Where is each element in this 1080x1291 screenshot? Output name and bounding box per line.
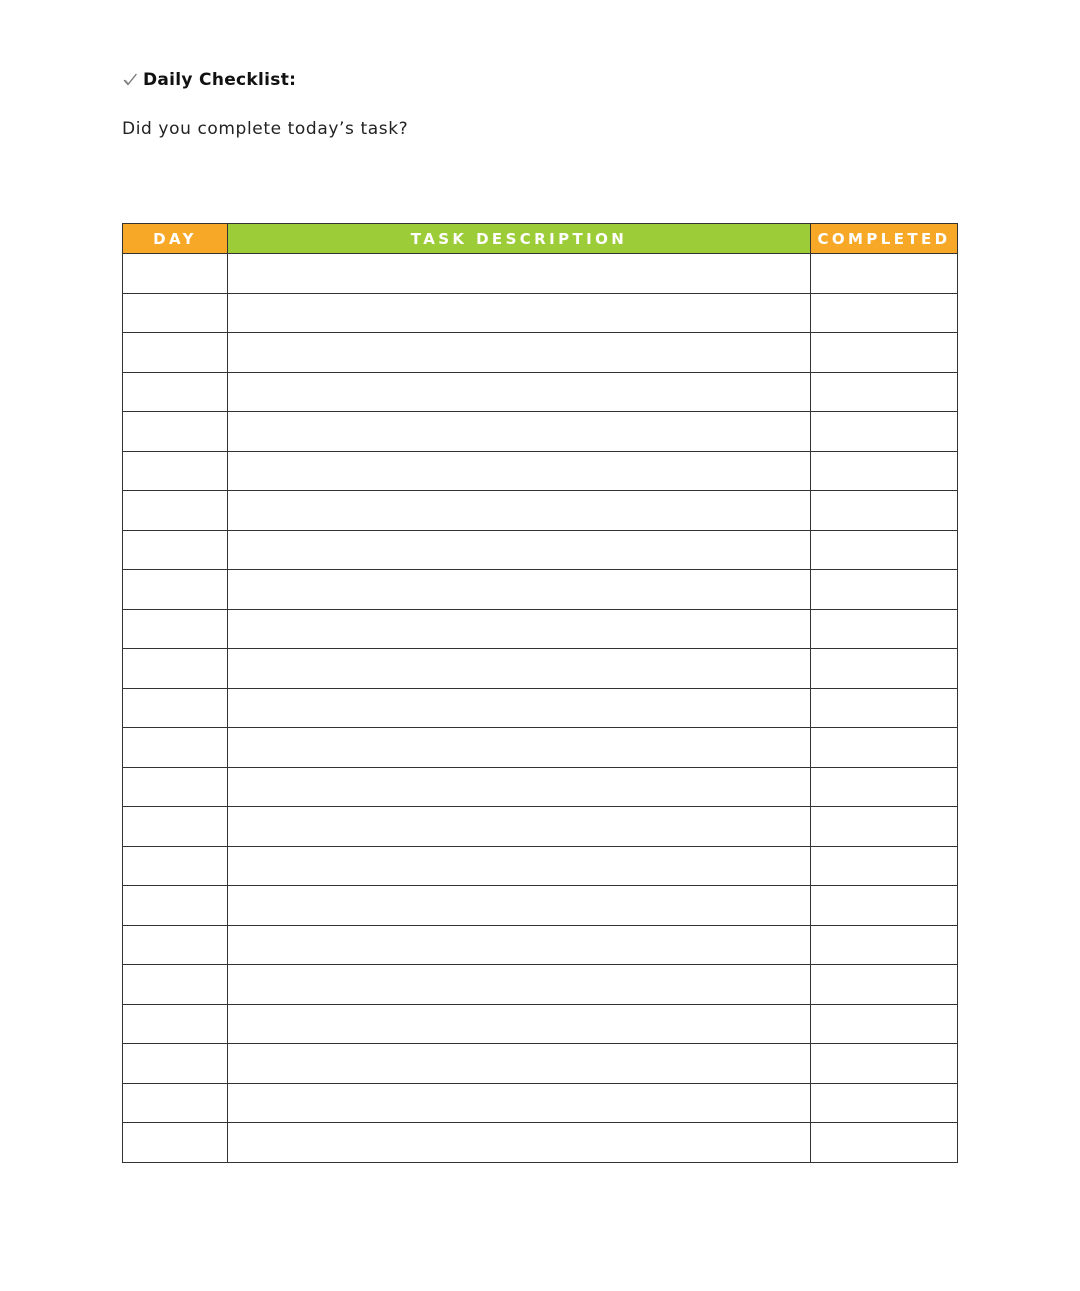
completed-cell[interactable] bbox=[811, 767, 958, 807]
task-description-cell[interactable] bbox=[228, 570, 811, 610]
table-row bbox=[123, 451, 958, 491]
table-row bbox=[123, 965, 958, 1005]
completed-cell[interactable] bbox=[811, 688, 958, 728]
table-row bbox=[123, 807, 958, 847]
table-row bbox=[123, 1123, 958, 1163]
day-cell[interactable] bbox=[123, 688, 228, 728]
table-row bbox=[123, 767, 958, 807]
day-cell[interactable] bbox=[123, 412, 228, 452]
completed-cell[interactable] bbox=[811, 846, 958, 886]
completed-cell[interactable] bbox=[811, 372, 958, 412]
table-row bbox=[123, 254, 958, 294]
day-cell[interactable] bbox=[123, 965, 228, 1005]
day-cell[interactable] bbox=[123, 491, 228, 531]
day-cell[interactable] bbox=[123, 846, 228, 886]
task-description-cell[interactable] bbox=[228, 412, 811, 452]
day-cell[interactable] bbox=[123, 925, 228, 965]
task-description-cell[interactable] bbox=[228, 688, 811, 728]
day-cell[interactable] bbox=[123, 1044, 228, 1084]
task-description-cell[interactable] bbox=[228, 530, 811, 570]
day-cell[interactable] bbox=[123, 609, 228, 649]
day-cell[interactable] bbox=[123, 1004, 228, 1044]
task-description-cell[interactable] bbox=[228, 846, 811, 886]
completed-cell[interactable] bbox=[811, 254, 958, 294]
table-row bbox=[123, 530, 958, 570]
table-row bbox=[123, 1083, 958, 1123]
column-header-task-description: TASK DESCRIPTION bbox=[228, 224, 811, 254]
completed-cell[interactable] bbox=[811, 412, 958, 452]
completed-cell[interactable] bbox=[811, 649, 958, 689]
task-description-cell[interactable] bbox=[228, 1083, 811, 1123]
table-row bbox=[123, 925, 958, 965]
day-cell[interactable] bbox=[123, 1123, 228, 1163]
table-row bbox=[123, 728, 958, 768]
table-row bbox=[123, 688, 958, 728]
day-cell[interactable] bbox=[123, 333, 228, 373]
task-description-cell[interactable] bbox=[228, 925, 811, 965]
task-description-cell[interactable] bbox=[228, 293, 811, 333]
day-cell[interactable] bbox=[123, 649, 228, 689]
completed-cell[interactable] bbox=[811, 530, 958, 570]
task-description-cell[interactable] bbox=[228, 372, 811, 412]
task-description-cell[interactable] bbox=[228, 451, 811, 491]
day-cell[interactable] bbox=[123, 293, 228, 333]
checklist-title: Daily Checklist: bbox=[143, 70, 297, 90]
task-tracker-table bbox=[122, 223, 958, 1163]
day-cell[interactable] bbox=[123, 372, 228, 412]
day-cell[interactable] bbox=[123, 254, 228, 294]
day-cell[interactable] bbox=[123, 530, 228, 570]
task-description-cell[interactable] bbox=[228, 1044, 811, 1084]
task-description-cell[interactable] bbox=[228, 1123, 811, 1163]
day-cell[interactable] bbox=[123, 451, 228, 491]
completed-cell[interactable] bbox=[811, 333, 958, 373]
task-description-cell[interactable] bbox=[228, 609, 811, 649]
table-row bbox=[123, 412, 958, 452]
task-description-cell[interactable] bbox=[228, 728, 811, 768]
table-row bbox=[123, 372, 958, 412]
task-description-cell[interactable] bbox=[228, 807, 811, 847]
task-description-cell[interactable] bbox=[228, 1004, 811, 1044]
completed-cell[interactable] bbox=[811, 886, 958, 926]
completed-cell[interactable] bbox=[811, 728, 958, 768]
completed-cell[interactable] bbox=[811, 965, 958, 1005]
table-row bbox=[123, 886, 958, 926]
day-cell[interactable] bbox=[123, 886, 228, 926]
task-description-cell[interactable] bbox=[228, 886, 811, 926]
table-row bbox=[123, 570, 958, 610]
task-description-cell[interactable] bbox=[228, 333, 811, 373]
completed-cell[interactable] bbox=[811, 451, 958, 491]
column-header-completed: COMPLETED bbox=[811, 224, 958, 254]
table-body bbox=[123, 254, 958, 1163]
completed-cell[interactable] bbox=[811, 925, 958, 965]
task-description-cell[interactable] bbox=[228, 965, 811, 1005]
task-description-cell[interactable] bbox=[228, 649, 811, 689]
completed-cell[interactable] bbox=[811, 1083, 958, 1123]
task-description-cell[interactable] bbox=[228, 767, 811, 807]
checklist-heading bbox=[122, 70, 296, 90]
day-cell[interactable] bbox=[123, 570, 228, 610]
table-row bbox=[123, 293, 958, 333]
day-cell[interactable] bbox=[123, 807, 228, 847]
check-mark-icon bbox=[122, 72, 138, 88]
day-cell[interactable] bbox=[123, 767, 228, 807]
table-row bbox=[123, 1044, 958, 1084]
table-row bbox=[123, 491, 958, 531]
table-row bbox=[123, 609, 958, 649]
completed-cell[interactable] bbox=[811, 491, 958, 531]
checklist-question: Did you complete today’s task? bbox=[122, 119, 409, 139]
completed-cell[interactable] bbox=[811, 1044, 958, 1084]
table-row bbox=[123, 333, 958, 373]
completed-cell[interactable] bbox=[811, 1004, 958, 1044]
completed-cell[interactable] bbox=[811, 807, 958, 847]
column-header-day: DAY bbox=[123, 224, 228, 254]
completed-cell[interactable] bbox=[811, 570, 958, 610]
day-cell[interactable] bbox=[123, 728, 228, 768]
task-description-cell[interactable] bbox=[228, 491, 811, 531]
day-cell[interactable] bbox=[123, 1083, 228, 1123]
table-row bbox=[123, 649, 958, 689]
table-row bbox=[123, 1004, 958, 1044]
completed-cell[interactable] bbox=[811, 609, 958, 649]
task-description-cell[interactable] bbox=[228, 254, 811, 294]
table-header-row bbox=[123, 224, 958, 254]
table-row bbox=[123, 846, 958, 886]
completed-cell[interactable] bbox=[811, 1123, 958, 1163]
completed-cell[interactable] bbox=[811, 293, 958, 333]
